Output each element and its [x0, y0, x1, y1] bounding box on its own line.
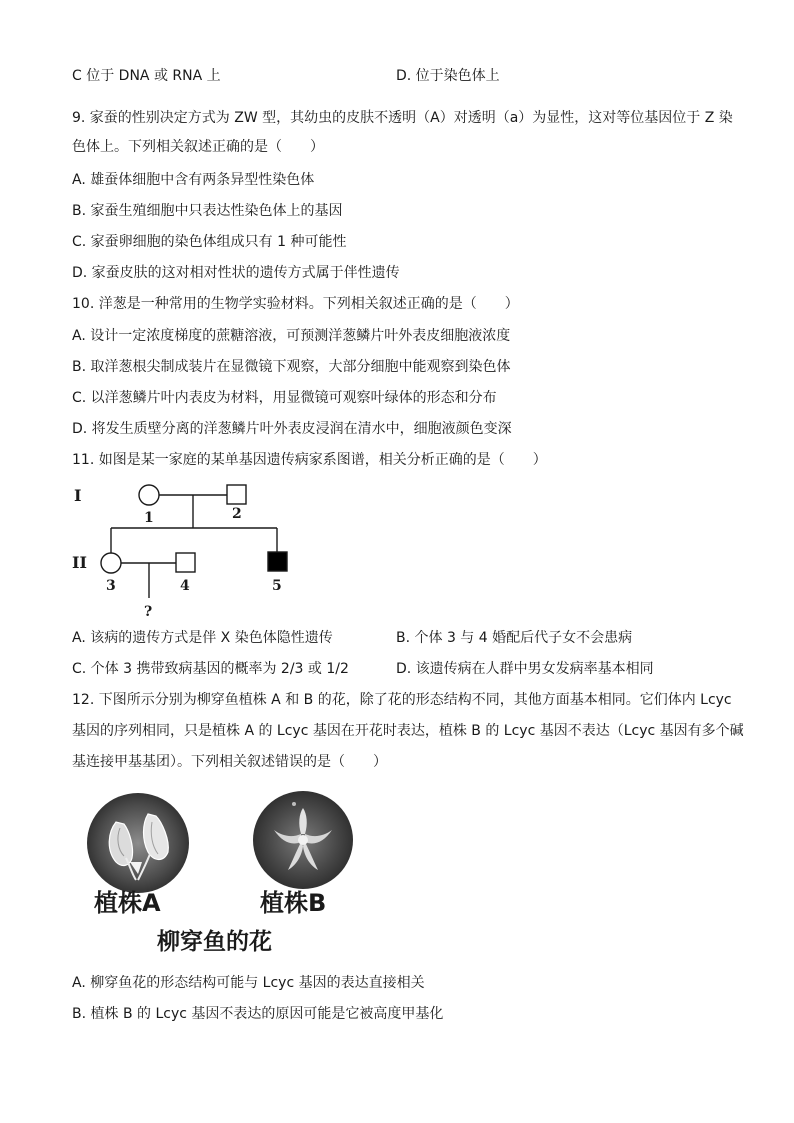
q11-option-d: D. 该遗传病在人群中男女发病率基本相同 — [396, 661, 654, 677]
q11-option-b: B. 个体 3 与 4 婚配后代子女不会患病 — [396, 630, 633, 646]
q12-stem-line3: 基连接甲基基团）。下列相关叙述错误的是（ ） — [72, 754, 387, 770]
pedigree-diagram — [60, 476, 320, 624]
pedigree-individual-4 — [176, 553, 195, 572]
flower-photo-plant-b — [252, 790, 354, 890]
pedigree-label-2: 2 — [232, 506, 242, 522]
q9-option-d: D. 家蚕皮肤的这对相对性状的遗传方式属于伴性遗传 — [72, 265, 400, 281]
flower-caption-plant-a: 植株A — [94, 889, 161, 917]
q9-option-c: C. 家蚕卵细胞的染色体组成只有 1 种可能性 — [72, 234, 347, 250]
q10-stem: 10. 洋葱是一种常用的生物学实验材料。下列相关叙述正确的是（ ） — [72, 296, 519, 312]
pedigree-label-3: 3 — [106, 578, 116, 594]
q12-option-b: B. 植株 B 的 Lcyc 基因不表达的原因可能是它被高度甲基化 — [72, 1006, 444, 1022]
pedigree-label-1: 1 — [144, 510, 154, 526]
pedigree-individual-3 — [101, 553, 121, 573]
q11-stem: 11. 如图是某一家庭的某单基因遗传病家系图谱，相关分析正确的是（ ） — [72, 452, 547, 468]
q8-option-d: D. 位于染色体上 — [396, 68, 500, 84]
q9-option-b: B. 家蚕生殖细胞中只表达性染色体上的基因 — [72, 203, 343, 219]
pedigree-label-unknown: ? — [144, 604, 153, 620]
pedigree-individual-5-affected — [268, 552, 287, 571]
flower-photo-plant-a — [86, 792, 190, 894]
flower-caption-plant-b: 植株B — [260, 889, 327, 917]
flower-figure-title: 柳穿鱼的花 — [157, 929, 272, 955]
q10-option-b: B. 取洋葱根尖制成装片在显微镜下观察，大部分细胞中能观察到染色体 — [72, 359, 511, 375]
pedigree-individual-1 — [139, 485, 159, 505]
q10-option-a: A. 设计一定浓度梯度的蔗糖溶液，可预测洋葱鳞片叶外表皮细胞液浓度 — [72, 328, 511, 344]
pedigree-generation-2: II — [72, 553, 87, 572]
q10-option-d: D. 将发生质壁分离的洋葱鳞片叶外表皮浸润在清水中，细胞液颜色变深 — [72, 421, 512, 437]
q10-option-c: C. 以洋葱鳞片叶内表皮为材料，用显微镜可观察叶绿体的形态和分布 — [72, 390, 497, 406]
q8-option-c: C 位于 DNA 或 RNA 上 — [72, 68, 221, 84]
pedigree-individual-2 — [227, 485, 246, 504]
pedigree-generation-1: I — [74, 486, 82, 505]
q11-option-a: A. 该病的遗传方式是伴 X 染色体隐性遗传 — [72, 630, 333, 646]
pedigree-label-4: 4 — [180, 578, 190, 594]
q11-option-c: C. 个体 3 携带致病基因的概率为 2/3 或 1/2 — [72, 661, 349, 677]
q9-option-a: A. 雄蚕体细胞中含有两条异型性染色体 — [72, 172, 315, 188]
q12-stem-line2: 基因的序列相同，只是植株 A 的 Lcyc 基因在开花时表达，植株 B 的 Lcyc 基因不表达（Lcyc 基因有多个碱 — [72, 723, 744, 739]
q12-option-a: A. 柳穿鱼花的形态结构可能与 Lcyc 基因的表达直接相关 — [72, 975, 425, 991]
q12-stem-line1: 12. 下图所示分别为柳穿鱼植株 A 和 B 的花，除了花的形态结构不同，其他方面基本相同。它们体内 Lcyc — [72, 692, 732, 708]
q9-stem-line2: 色体上。下列相关叙述正确的是（ ） — [72, 139, 324, 155]
q9-stem-line1: 9. 家蚕的性别决定方式为 ZW 型，其幼虫的皮肤不透明（A）对透明（a）为显性，这对等位基因位于 Z 染 — [72, 110, 733, 126]
pedigree-label-5: 5 — [272, 578, 282, 594]
